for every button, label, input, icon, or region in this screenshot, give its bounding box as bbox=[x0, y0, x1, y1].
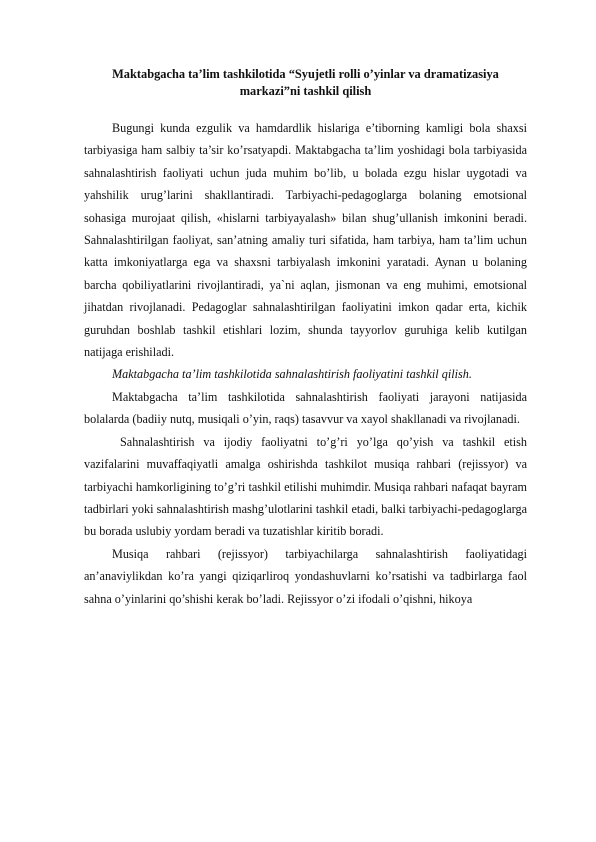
document-page bbox=[84, 66, 527, 610]
paragraph-intro: Bugungi kunda ezgulik va hamdardlik hislariga e’tiborning kamligi bola shaxsi tarbiyasiga ham salbiy ta’sir ko’rsatyapdi. Maktabgacha ta’lim yoshidagi bola tarbiyasida sahnalashtirish faoliyati uchun juda muhim bo’lib, u bolada ezgu hislar uygotadi va yahshilik urug’larini shakllantiradi. Tarbiyachi-pedagoglarga bolaning emotsional sohasiga murojaat qilish, «hislarni tarbiyayalash» bilan shug’ullanish imkonini beradi. Sahnalashtirilgan faoliyat, san’atning amaliy turi sifatida, ham tarbiya, ham ta’lim uchun katta imkoniyatlarga ega va shaxsni tarbiyalash imkonini yaratadi. Aynan u bolaning barcha qobiliyatlarini rivojlantiradi, ya`ni aqlan, jismonan va eng muhimi, emotsional jihatdan rivojlanadi. Pedagoglar sahnalashtirilgan faoliyatini imkon qadar erta, kichik guruhdan boshlab tashkil etishlari lozim, shunda tayyorlov guruhiga kelib kutilgan natijaga erishiladi. bbox=[84, 121, 527, 360]
title-line-2: markazi”ni tashkil qilish bbox=[239, 84, 372, 98]
title-line-1: Maktabgacha ta’lim tashkilotida “Syujetli rolli o’yinlar va dramatizasiya bbox=[112, 67, 499, 81]
paragraph-director: Musiqa rahbari (rejissyor) tarbiyachilarga sahnalashtirish faoliyatidagi an’anaviylikdan ko’ra yangi qiziqarliroq yondashuvlarni ko’rsatishi va tadbirlarga faol sahna o’yinlarini qo’shishi kerak bo’ladi. Rejissyor o’zi ifodali o’qishni, hikoya bbox=[84, 546, 527, 606]
document-title bbox=[84, 66, 527, 100]
paragraph-process: Maktabgacha ta’lim tashkilotida sahnalashtirish faoliyati jarayoni natijasida bolalarda (badiiy nutq, musiqali o’yin, raqs) tasavvur va xayol shakllanadi va rivojlanadi. bbox=[84, 389, 527, 427]
paragraph-cooperation: Sahnalashtirish va ijodiy faoliyatni to’g’ri yo’lga qo’yish va tashkil etish vazifalarini muvaffaqiyatli amalga oshirishda tashkilot musiqa rahbari (rejissyor) va tarbiyachi hamkorligining to’g’ri tashkil etilishi muhimdir. Musiqa rahbari nafaqat bayram tadbirlari yoki sahnalashtirish mashg’ulotlarini tashkil etadi, balki tarbiyachi-pedagoglarga bu borada uslubiy yordam beradi va tuzatishlar kiritib boradi. bbox=[84, 434, 527, 539]
section-heading: Maktabgacha ta’lim tashkilotida sahnalashtirish faoliyatini tashkil qilish. bbox=[112, 367, 472, 382]
